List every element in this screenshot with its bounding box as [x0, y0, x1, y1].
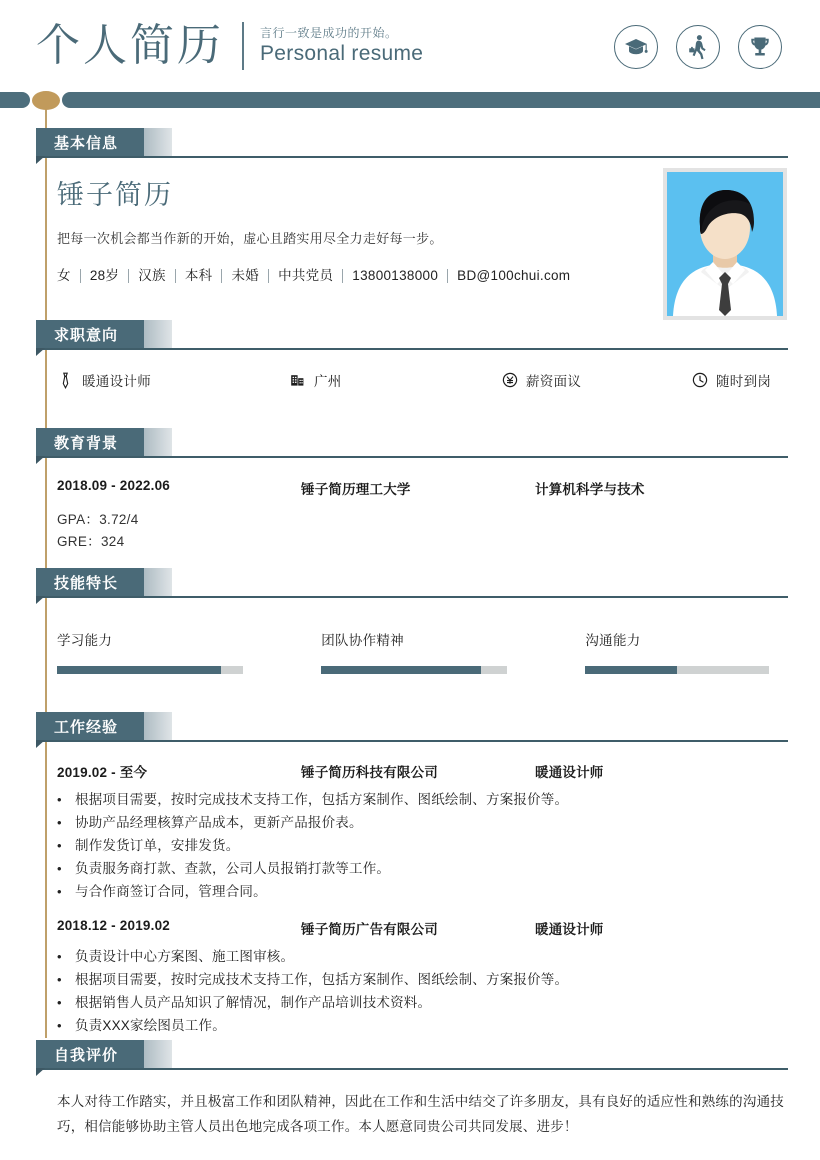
skill-label: 学习能力 — [57, 633, 113, 648]
subtitle-en: Personal resume — [260, 42, 424, 65]
section-tab-skills — [36, 568, 144, 596]
education-major: 计算机科学与技术 — [535, 482, 645, 497]
section-tab-tail — [144, 712, 172, 740]
section-tab-tail — [144, 568, 172, 596]
intention-item-city — [289, 370, 501, 390]
info-item: BD@100chui.com — [457, 268, 571, 283]
info-item: 汉族 — [138, 268, 166, 283]
section-tab-tail — [144, 428, 172, 456]
bullet-dot-icon: • — [57, 1018, 62, 1033]
avatar-illustration — [667, 172, 783, 316]
header-title-group — [36, 18, 423, 74]
page-title: 个人简历 — [36, 21, 224, 70]
section-skills — [0, 568, 820, 674]
skill-progress-track — [585, 666, 769, 674]
job-bullet — [57, 991, 784, 1014]
section-tab-education — [36, 428, 144, 456]
job-bullet — [57, 968, 784, 991]
section-tab-notch — [36, 740, 45, 748]
section-tab-label: 求职意向 — [54, 326, 119, 344]
section-body-evaluation — [0, 1089, 820, 1139]
section-tab-notch — [36, 156, 45, 164]
info-item: 28岁 — [89, 268, 120, 283]
section-tab-notch — [36, 348, 45, 356]
skills-row — [57, 629, 784, 674]
title-divider — [242, 22, 244, 70]
skill-item — [585, 629, 784, 674]
section-tab-work — [36, 712, 144, 740]
job-bullet-text: 根据销售人员产品知识了解情况，制作产品培训技术资料。 — [75, 995, 432, 1010]
tie-icon — [57, 372, 74, 389]
job-entry — [57, 918, 784, 1037]
bullet-dot-icon: • — [57, 792, 62, 807]
info-separator — [268, 269, 269, 283]
job-company: 锤子简历广告有限公司 — [301, 922, 438, 937]
avatar — [663, 168, 787, 320]
accent-bar-left — [0, 92, 30, 108]
section-header-skills — [0, 568, 820, 602]
trophy-icon — [738, 25, 782, 69]
job-bullet — [57, 788, 784, 811]
job-role: 暖通设计师 — [535, 922, 604, 937]
info-separator — [447, 269, 448, 283]
job-entry — [57, 761, 784, 903]
section-tab-label: 工作经验 — [54, 718, 119, 736]
section-header-education — [0, 428, 820, 462]
subtitle-cn: 言行一致是成功的开始。 — [260, 26, 398, 40]
section-rule — [36, 596, 788, 598]
page-header — [0, 0, 820, 92]
section-tab-tail — [144, 320, 172, 348]
job-bullet-list — [57, 788, 784, 903]
intention-item-position — [57, 370, 289, 390]
intention-salary-label: 薪资面议 — [526, 374, 582, 389]
section-tab-label: 基本信息 — [54, 134, 119, 152]
education-school: 锤子简历理工大学 — [301, 482, 411, 497]
job-bullet-text: 根据项目需要，按时完成技术支持工作，包括方案制作、图纸绘制、方案报价等。 — [75, 972, 569, 987]
section-tab-notch — [36, 596, 45, 604]
bullet-dot-icon: • — [57, 815, 62, 830]
section-rule — [36, 348, 788, 350]
skill-item — [321, 629, 585, 674]
section-body-basic — [0, 162, 820, 286]
job-bullet-text: 协助产品经理核算产品成本，更新产品报价表。 — [75, 815, 363, 830]
job-header — [57, 918, 784, 938]
bullet-dot-icon: • — [57, 838, 62, 853]
info-item: 女 — [57, 268, 71, 283]
section-tab-evaluation — [36, 1040, 144, 1068]
job-bullet — [57, 834, 784, 857]
section-body-education — [0, 478, 820, 553]
section-tab-tail — [144, 128, 172, 156]
intention-item-salary — [501, 370, 691, 390]
building-icon — [289, 372, 306, 389]
job-bullet-text: 根据项目需要，按时完成技术支持工作，包括方案制作、图纸绘制、方案报价等。 — [75, 792, 569, 807]
section-tab-intention — [36, 320, 144, 348]
job-bullet — [57, 1014, 784, 1037]
intention-availability-label: 随时到岗 — [716, 374, 772, 389]
section-job-intention — [0, 320, 820, 390]
info-item: 中共党员 — [278, 268, 334, 283]
section-header-evaluation — [0, 1040, 820, 1074]
section-education — [0, 428, 820, 553]
bullet-dot-icon: • — [57, 972, 62, 987]
education-period: 2018.09 - 2022.06 — [57, 478, 170, 493]
section-tab-basic — [36, 128, 144, 156]
info-separator — [128, 269, 129, 283]
section-body-skills — [0, 629, 820, 674]
yen-circle-icon — [501, 372, 518, 389]
section-rule — [36, 456, 788, 458]
title-subtitle-group — [260, 25, 423, 67]
info-separator — [221, 269, 222, 283]
timeline-pin — [32, 91, 60, 110]
job-header — [57, 761, 784, 781]
section-header-intention — [0, 320, 820, 354]
job-period: 2019.02 - 至今 — [57, 765, 148, 780]
skill-label: 沟通能力 — [585, 633, 641, 648]
section-work-experience — [0, 712, 820, 1037]
section-tab-label: 教育背景 — [54, 434, 119, 452]
skill-progress-track — [57, 666, 243, 674]
section-tab-notch — [36, 1068, 45, 1076]
education-detail-gpa: GPA：3.72/4 — [57, 512, 139, 527]
candidate-name: 锤子简历 — [57, 180, 173, 210]
job-company: 锤子简历科技有限公司 — [301, 765, 438, 780]
job-bullet — [57, 857, 784, 880]
education-row — [57, 478, 784, 498]
section-basic-info — [0, 128, 820, 286]
job-bullet-text: 负责设计中心方案图、施工图审核。 — [75, 949, 295, 964]
section-self-evaluation — [0, 1040, 820, 1139]
job-role: 暖通设计师 — [535, 765, 604, 780]
info-item: 本科 — [184, 268, 213, 283]
skill-item — [57, 629, 321, 674]
education-details — [57, 509, 784, 553]
info-separator — [175, 269, 176, 283]
businessman-walking-icon — [676, 25, 720, 69]
education-detail-gre: GRE：324 — [57, 534, 125, 549]
job-bullet-list — [57, 945, 784, 1037]
info-separator — [80, 269, 81, 283]
section-body-work — [0, 761, 820, 1037]
self-evaluation-text: 本人对待工作踏实，并且极富工作和团队精神，因此在工作和生活中结交了许多朋友，具有良好的适应性和熟练的沟通技巧，相信能够协助主管人员出色地完成各项工作。本人愿意同贵公司共同发展、进步！ — [57, 1094, 784, 1134]
candidate-tagline: 把每一次机会都当作新的开始，虚心且踏实用尽全力走好每一步。 — [57, 231, 443, 246]
job-bullet-text: 负责服务商打款、查款，公司人员报销打款等工作。 — [75, 861, 391, 876]
job-bullet — [57, 811, 784, 834]
info-separator — [342, 269, 343, 283]
section-tab-label: 技能特长 — [54, 574, 119, 592]
section-rule — [36, 1068, 788, 1070]
job-period: 2018.12 - 2019.02 — [57, 918, 170, 933]
skill-progress-fill — [321, 666, 481, 674]
section-body-intention — [0, 370, 820, 390]
skill-progress-fill — [585, 666, 677, 674]
intention-position-label: 暖通设计师 — [82, 374, 151, 389]
intention-row — [57, 370, 784, 390]
bullet-dot-icon: • — [57, 995, 62, 1010]
job-bullet-text: 负责XXX家绘图员工作。 — [75, 1018, 226, 1033]
skill-progress-fill — [57, 666, 221, 674]
section-tab-notch — [36, 456, 45, 464]
job-bullet — [57, 945, 784, 968]
section-tab-label: 自我评价 — [54, 1046, 119, 1064]
section-header-basic — [0, 128, 820, 162]
job-bullet-text: 与合作商签订合同，管理合同。 — [75, 884, 267, 899]
intention-item-availability — [691, 370, 771, 390]
job-bullet-text: 制作发货订单，安排发货。 — [75, 838, 240, 853]
graduation-cap-icon — [614, 25, 658, 69]
section-rule — [36, 156, 788, 158]
skill-label: 团队协作精神 — [321, 633, 404, 648]
section-header-work — [0, 712, 820, 746]
section-rule — [36, 740, 788, 742]
section-tab-tail — [144, 1040, 172, 1068]
skill-progress-track — [321, 666, 507, 674]
header-icon-group — [614, 25, 782, 69]
accent-bar-right — [62, 92, 820, 108]
info-item: 13800138000 — [352, 268, 439, 283]
clock-icon — [691, 372, 708, 389]
job-bullet — [57, 880, 784, 903]
bullet-dot-icon: • — [57, 861, 62, 876]
header-accent-bar — [0, 92, 820, 108]
info-item: 未婚 — [231, 268, 260, 283]
bullet-dot-icon: • — [57, 949, 62, 964]
bullet-dot-icon: • — [57, 884, 62, 899]
intention-city-label: 广州 — [314, 374, 342, 389]
